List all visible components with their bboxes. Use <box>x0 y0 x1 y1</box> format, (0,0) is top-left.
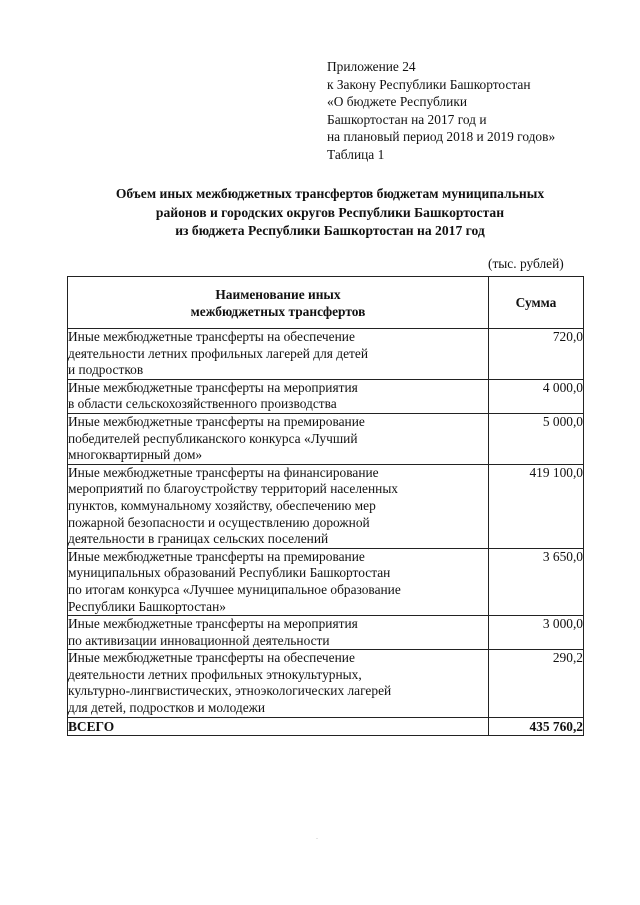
row-name-line: и подростков <box>68 362 144 378</box>
header-sum-cell: Сумма <box>489 277 584 329</box>
units-label: (тыс. рублей) <box>488 256 564 271</box>
row-name-line: для детей, подростков и молодежи <box>68 700 266 716</box>
row-sum-cell: 4 000,0 <box>489 379 584 413</box>
row-name-line: Иные межбюджетные трансферты на мероприятия <box>68 616 358 632</box>
transfers-table <box>67 276 584 736</box>
table-row <box>68 464 584 548</box>
document-title <box>60 185 600 241</box>
row-sum-cell: 720,0 <box>489 329 584 380</box>
row-name-line: Иные межбюджетные трансферты на обеспечение <box>68 329 355 344</box>
title-line: из бюджета Республики Башкортостан на 2017 год <box>175 223 485 239</box>
row-name-line: деятельности в границах сельских поселений <box>68 531 329 547</box>
row-name-cell <box>68 548 489 615</box>
row-name-line: Республики Башкортостан» <box>68 598 226 614</box>
title-line: Объем иных межбюджетных трансфертов бюджетам муниципальных <box>115 186 545 201</box>
appendix-line: «О бюджете Республики <box>327 94 467 110</box>
row-sum-cell: 3 000,0 <box>489 616 584 650</box>
header-name-line: межбюджетных трансфертов <box>190 303 366 319</box>
table-row <box>68 379 584 413</box>
row-name-line: пунктов, коммунальному хозяйству, обеспечению мер <box>68 497 376 513</box>
appendix-line: Башкортостан на 2017 год и <box>327 111 487 127</box>
table-row <box>68 329 584 380</box>
appendix-reference <box>327 58 555 164</box>
footer-mark: . <box>316 832 318 841</box>
header-name-cell <box>68 277 489 329</box>
row-name-line: по итогам конкурса «Лучшее муниципальное образование <box>68 581 401 597</box>
table-row <box>68 650 584 717</box>
row-name-line: Иные межбюджетные трансферты на премирование <box>68 413 365 429</box>
row-sum-cell: 290,2 <box>489 650 584 717</box>
header-name-line: Наименование иных <box>215 286 341 302</box>
row-name-line: Иные межбюджетные трансферты на мероприятия <box>68 379 358 395</box>
row-name-line: Иные межбюджетные трансферты на премирование <box>68 548 365 564</box>
row-name-line: культурно-лингвистических, этноэкологических лагерей <box>68 683 392 699</box>
row-name-line: деятельности летних профильных этнокультурных, <box>68 666 362 682</box>
row-name-line: пожарной безопасности и осуществлению дорожной <box>68 514 370 530</box>
table-row <box>68 616 584 650</box>
row-name-cell <box>68 650 489 717</box>
row-name-line: муниципальных образований Республики Башкортостан <box>68 565 391 581</box>
row-name-line: мероприятий по благоустройству территорий населенных <box>68 481 399 497</box>
table-header-row <box>68 277 584 329</box>
row-sum-cell: 3 650,0 <box>489 548 584 615</box>
appendix-line: Приложение 24 <box>327 59 416 74</box>
appendix-line: к Закону Республики Башкортостан <box>327 76 531 92</box>
row-sum-cell: 5 000,0 <box>489 413 584 464</box>
row-name-line: Иные межбюджетные трансферты на обеспечение <box>68 650 355 666</box>
row-name-cell <box>68 379 489 413</box>
row-name-cell <box>68 616 489 650</box>
row-name-line: по активизации инновационной деятельности <box>68 632 330 648</box>
table-row <box>68 548 584 615</box>
row-name-line: деятельности летних профильных лагерей для детей <box>68 345 369 361</box>
table-row <box>68 413 584 464</box>
appendix-line: Таблица 1 <box>327 146 385 162</box>
row-name-cell <box>68 464 489 548</box>
row-name-line: Иные межбюджетные трансферты на финансирование <box>68 464 379 480</box>
title-line: районов и городских округов Республики Башкортостан <box>155 204 505 220</box>
total-label-cell: ВСЕГО <box>68 717 489 736</box>
row-name-line: победителей республиканского конкурса «Лучший <box>68 430 358 446</box>
appendix-line: на плановый период 2018 и 2019 годов» <box>327 129 556 145</box>
total-sum-cell: 435 760,2 <box>489 717 584 736</box>
row-name-cell <box>68 413 489 464</box>
row-name-cell <box>68 329 489 380</box>
table-total-row <box>68 717 584 736</box>
row-sum-cell: 419 100,0 <box>489 464 584 548</box>
row-name-line: многоквартирный дом» <box>68 447 203 463</box>
row-name-line: в области сельскохозяйственного производства <box>68 396 337 412</box>
